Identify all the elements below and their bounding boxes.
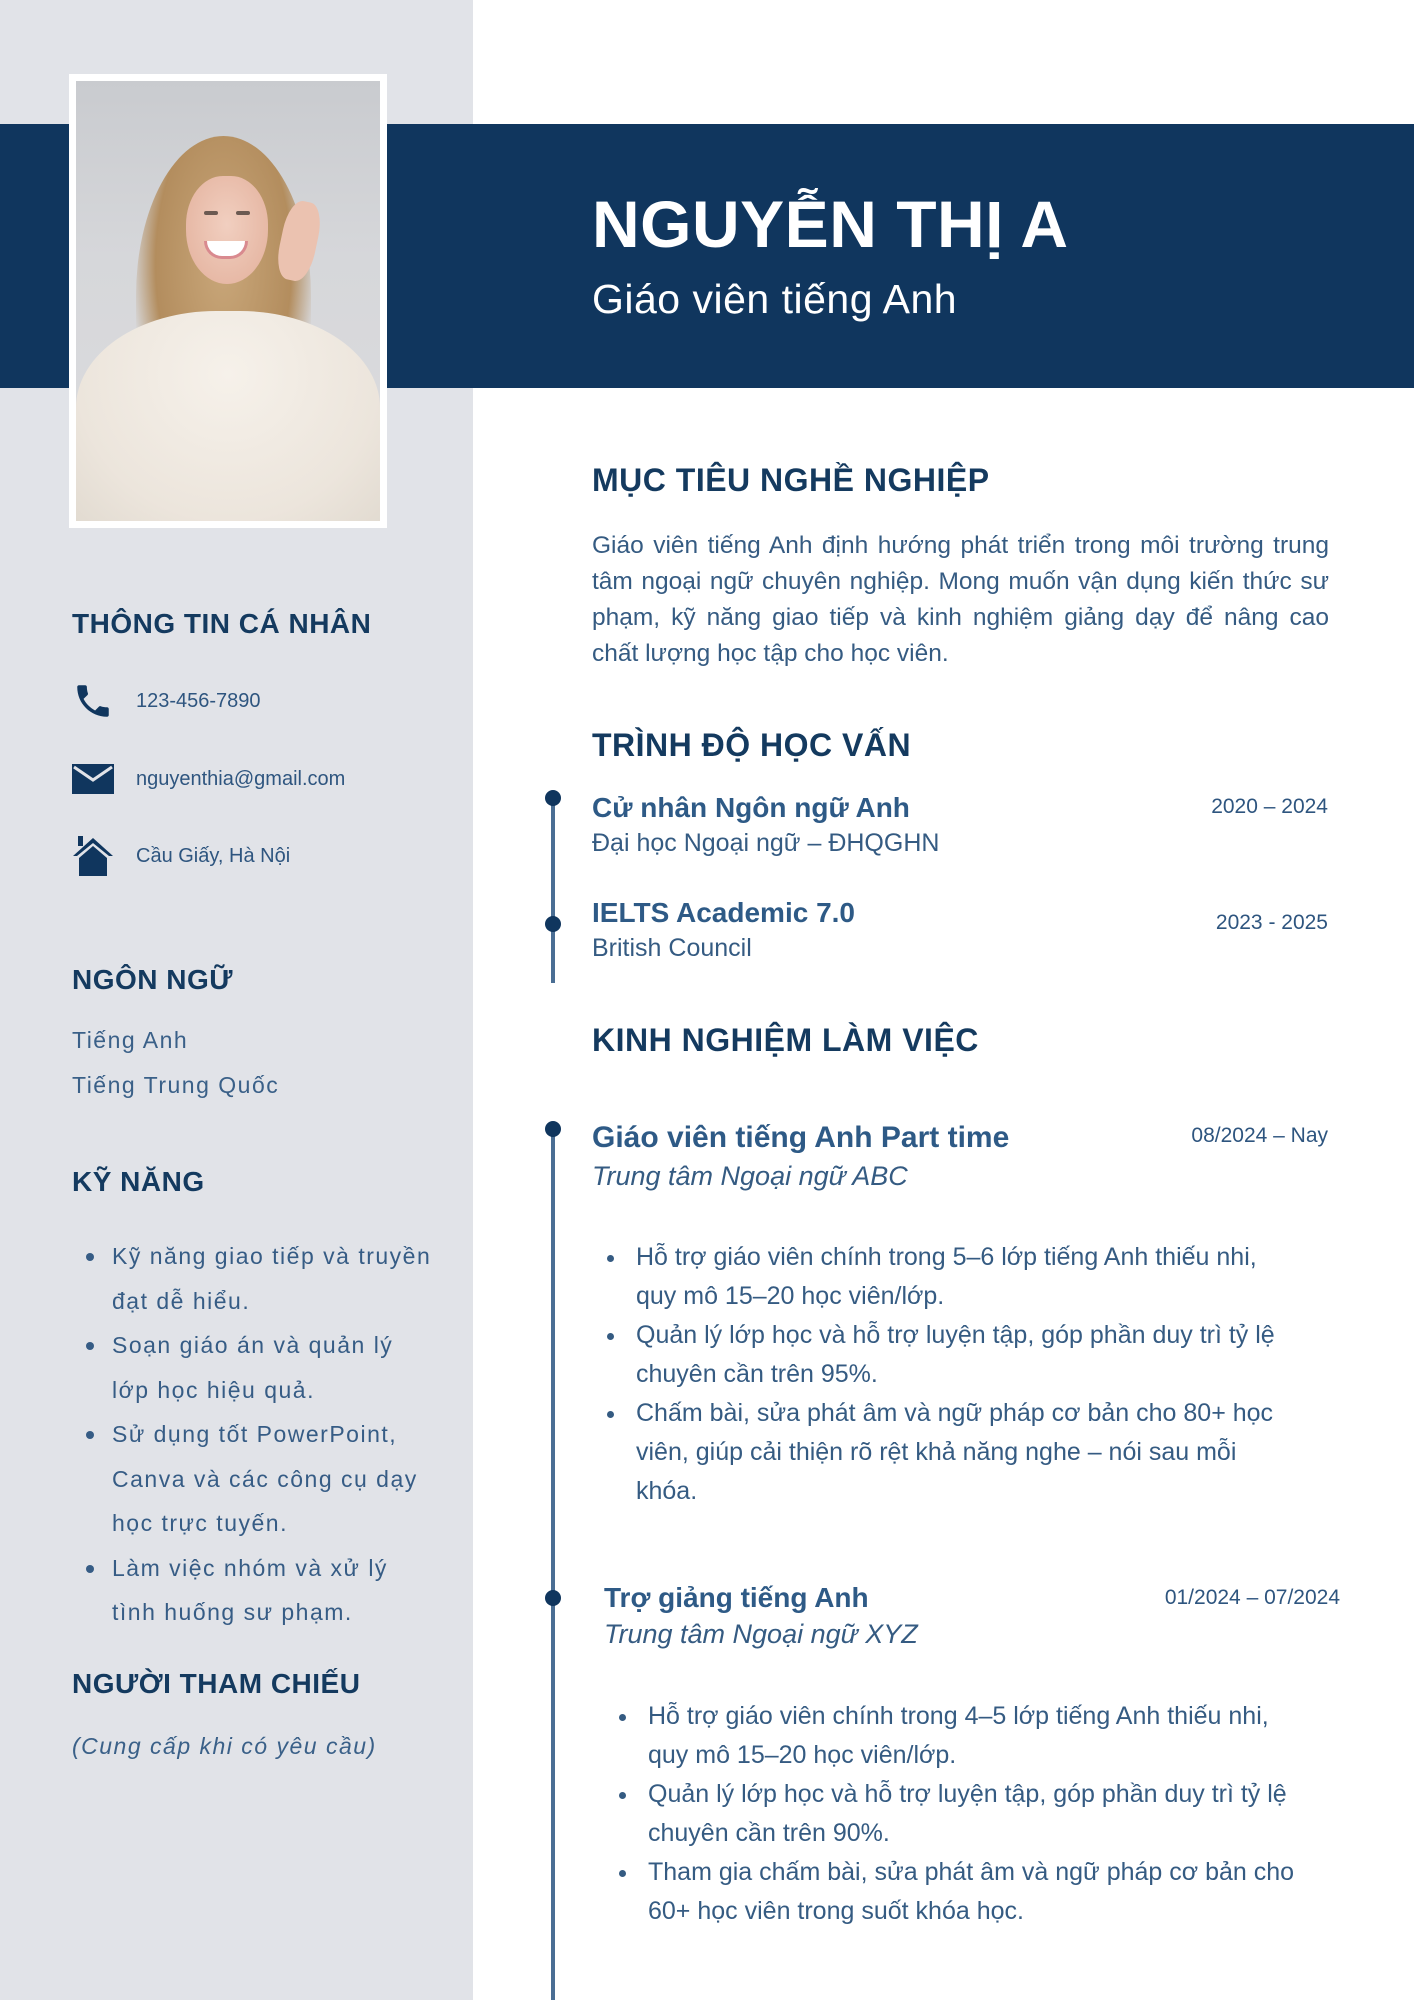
timeline-dot <box>545 916 561 932</box>
education-heading: TRÌNH ĐỘ HỌC VẤN <box>592 727 912 763</box>
references-note: (Cung cấp khi có yêu cầu) <box>72 1733 377 1759</box>
phone-icon <box>72 680 114 722</box>
job-duties-list <box>592 1238 1292 1511</box>
education-org: British Council <box>592 934 752 962</box>
skills-heading: KỸ NĂNG <box>72 1166 205 1197</box>
job-title: Trợ giảng tiếng Anh <box>604 1582 869 1613</box>
references-heading: NGƯỜI THAM CHIẾU <box>72 1668 361 1699</box>
education-date: 2023 - 2025 <box>1215 911 1328 934</box>
experience-heading: KINH NGHIỆM LÀM VIỆC <box>592 1022 979 1058</box>
job-duty: Hỗ trợ giáo viên chính trong 5–6 lớp tiếng Anh thiếu nhi, quy mô 15–20 học viên/lớp. <box>592 1238 1292 1316</box>
job-date: 08/2024 – Nay <box>1191 1124 1328 1147</box>
language-item: Tiếng Anh <box>72 1027 189 1053</box>
email-address: nguyenthia@gmail.com <box>136 767 346 790</box>
skill-item: Soạn giáo án và quản lý lớp học hiệu quả. <box>72 1323 432 1412</box>
contact-address <box>72 835 290 877</box>
job-title: Giáo viên tiếng Anh Part time <box>592 1121 1010 1154</box>
mail-icon <box>72 758 114 800</box>
home-icon <box>72 835 114 877</box>
contact-phone <box>72 680 261 722</box>
experience-timeline-line <box>551 1129 555 2000</box>
languages-heading: NGÔN NGỮ <box>72 964 234 995</box>
job-duty: Quản lý lớp học và hỗ trợ luyện tập, góp phần duy trì tỷ lệ chuyên cần trên 90%. <box>604 1775 1304 1853</box>
job-organization: Trung tâm Ngoại ngữ XYZ <box>604 1619 918 1649</box>
job-organization: Trung tâm Ngoại ngữ ABC <box>592 1161 908 1191</box>
education-timeline-line <box>551 798 555 983</box>
education-title: IELTS Academic 7.0 <box>592 897 855 928</box>
candidate-name: NGUYỄN THỊ A <box>592 187 1069 261</box>
timeline-dot <box>545 790 561 806</box>
job-duty: Hỗ trợ giáo viên chính trong 4–5 lớp tiếng Anh thiếu nhi, quy mô 15–20 học viên/lớp. <box>604 1697 1304 1775</box>
timeline-dot <box>545 1121 561 1137</box>
skill-item: Sử dụng tốt PowerPoint, Canva và các công cụ dạy học trực tuyến. <box>72 1412 432 1546</box>
contact-email <box>72 758 345 800</box>
objective-heading: MỤC TIÊU NGHỀ NGHIỆP <box>592 462 990 498</box>
objective-text: Giáo viên tiếng Anh định hướng phát triển trong môi trường trung tâm ngoại ngữ chuyên nghiệp. Mong muốn vận dụng kiến thức sư phạm, kỹ năng giao tiếp và kinh nghiệm giảng dạy để nâng cao chất lượng học tập cho học viên. <box>592 532 1329 667</box>
education-org: Đại học Ngoại ngữ – ĐHQGHN <box>592 829 940 857</box>
address: Cầu Giấy, Hà Nội <box>136 844 291 867</box>
candidate-job-title: Giáo viên tiếng Anh <box>592 276 958 322</box>
skill-item: Kỹ năng giao tiếp và truyền đạt dễ hiểu. <box>72 1234 432 1323</box>
job-duty: Tham gia chấm bài, sửa phát âm và ngữ pháp cơ bản cho 60+ học viên trong suốt khóa học. <box>604 1853 1304 1931</box>
personal-info-heading: THÔNG TIN CÁ NHÂN <box>72 608 372 639</box>
job-duties-list <box>604 1697 1304 1931</box>
language-item: Tiếng Trung Quốc <box>72 1072 280 1098</box>
job-date: 01/2024 – 07/2024 <box>1164 1586 1340 1609</box>
timeline-dot <box>545 1590 561 1606</box>
job-duty: Chấm bài, sửa phát âm và ngữ pháp cơ bản cho 80+ học viên, giúp cải thiện rõ rệt khả năng nghe – nói sau mỗi khóa. <box>592 1394 1292 1511</box>
skills-list <box>72 1234 432 1635</box>
portrait-image <box>76 81 380 521</box>
skill-item: Làm việc nhóm và xử lý tình huống sư phạm. <box>72 1546 432 1635</box>
job-duty: Quản lý lớp học và hỗ trợ luyện tập, góp phần duy trì tỷ lệ chuyên cần trên 95%. <box>592 1316 1292 1394</box>
education-title: Cử nhân Ngôn ngữ Anh <box>592 792 910 823</box>
phone-number: 123-456-7890 <box>136 689 261 712</box>
profile-photo <box>69 74 387 528</box>
education-date: 2020 – 2024 <box>1211 795 1328 818</box>
